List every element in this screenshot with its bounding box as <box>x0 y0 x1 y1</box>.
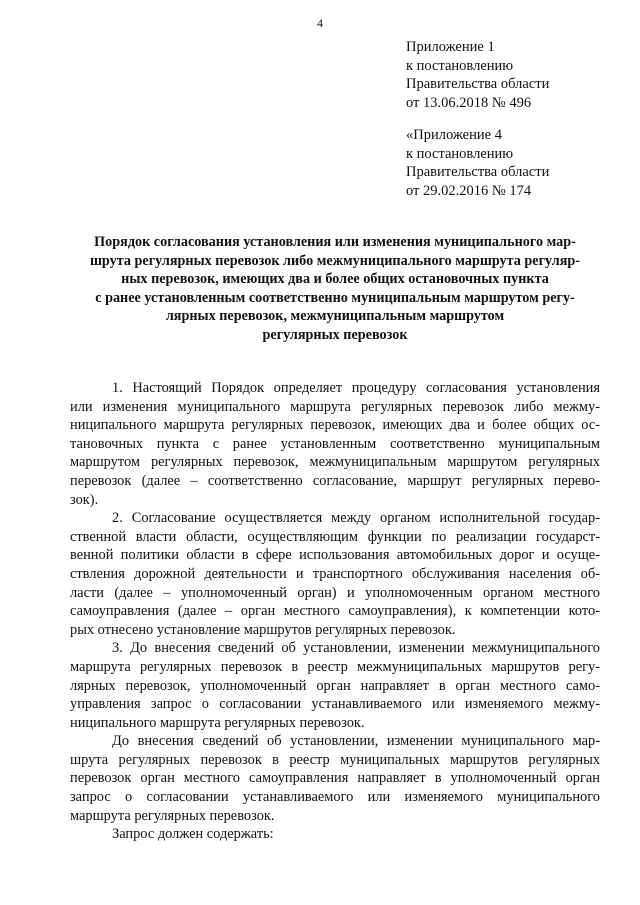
title-line: с ранее установленным соответственно муниципальным маршрутом регу- <box>95 289 575 306</box>
annex-4-line: к постановлению <box>406 145 514 162</box>
title-line: Порядок согласования установления или изменения муниципального мар- <box>94 234 576 250</box>
paragraph-line: шрута регулярных перевозок в реестр муниципальных маршрутов регулярных <box>70 751 600 768</box>
paragraph-line: маршрута регулярных перевозок. <box>70 807 275 824</box>
paragraph-4 <box>70 732 600 825</box>
paragraph-2 <box>70 509 600 639</box>
annex-4-header <box>406 126 549 200</box>
paragraph-line: лярных перевозок, уполномоченный орган направляет в орган местного само- <box>70 677 600 694</box>
paragraph-line: или изменения муниципального маршрута регулярных перевозок либо межму- <box>70 398 600 415</box>
title-line: шрута регулярных перевозок либо межмуниципального маршрута регуляр- <box>89 252 581 269</box>
paragraph-line: зок). <box>70 491 99 508</box>
annex-1-header <box>406 38 549 112</box>
annex-4-line: Правительства области <box>406 164 550 180</box>
paragraph-line: До внесения сведений об установлении, изменении муниципального мар- <box>112 733 600 750</box>
paragraph-line: рых отнесено установление маршрутов регулярных перевозок. <box>70 621 456 638</box>
annex-1-line: от 13.06.2018 № 496 <box>406 94 532 111</box>
paragraph-line: ниципального маршрута регулярных перевозок. <box>70 714 365 731</box>
title-line: регулярных перевозок <box>262 326 408 343</box>
paragraph-line: тановочных пункта с ранее установленным соответственно муниципальным <box>70 435 600 452</box>
paragraph-3 <box>70 639 600 732</box>
title-line: ных перевозок, имеющих два и более общих остановочных пункта <box>121 271 549 287</box>
paragraph-line: ственной власти области, осуществляющим функции по реализации государст- <box>70 528 600 545</box>
annex-1-line: Приложение 1 <box>406 39 495 55</box>
annex-1-line: Правительства области <box>406 76 550 92</box>
paragraph-line: запрос о согласовании устанавливаемого или изменяемого муниципального <box>70 789 600 806</box>
paragraph-line: перевозок орган местного самоуправления направляет в уполномоченный орган <box>70 770 600 787</box>
paragraph-line: ласти (далее – уполномоченный орган) и уполномоченным органом местного <box>70 584 600 601</box>
title-line: лярных перевозок, межмуниципальным маршрутом <box>165 308 505 324</box>
paragraph-line: перевозок (далее – соответственно согласование, маршрут регулярных перево- <box>70 472 600 489</box>
paragraph-1 <box>70 379 600 509</box>
paragraph-line: 2. Согласование осуществляется между органом исполнительной государ- <box>112 510 600 527</box>
paragraph-line: самоуправления (далее – орган местного самоуправления), к компетенции кото- <box>70 603 600 620</box>
paragraph-line: 1. Настоящий Порядок определяет процедуру согласования установления <box>112 380 600 396</box>
annex-4-line: от 29.02.2016 № 174 <box>406 182 532 199</box>
annex-4-line: «Приложение 4 <box>406 127 502 143</box>
paragraph-line: ствления дорожной деятельности и транспортного обслуживания населения об- <box>70 565 600 582</box>
page-number: 4 <box>317 16 323 30</box>
paragraph-line: маршрутом регулярных перевозок, межмуниципальным маршрутом регулярных <box>70 454 600 471</box>
document-body <box>70 379 600 844</box>
paragraph-line: Запрос должен содержать: <box>112 826 274 843</box>
paragraph-line: маршрута регулярных перевозок в реестр межмуниципальных маршрутов регу- <box>70 658 600 675</box>
paragraph-line: управления запрос о согласовании устанавливаемого или изменяемого межму- <box>70 696 600 713</box>
paragraph-5 <box>70 825 600 844</box>
annex-1-line: к постановлению <box>406 57 514 74</box>
paragraph-line: венной политики области в сфере использования автомобильных дорог и осуще- <box>70 547 600 564</box>
document-title <box>70 233 600 344</box>
paragraph-line: 3. До внесения сведений об установлении, изменении межмуниципального <box>112 640 600 657</box>
paragraph-line: ниципального маршрута регулярных перевозок, имеющих два и более общих ос- <box>70 417 600 434</box>
